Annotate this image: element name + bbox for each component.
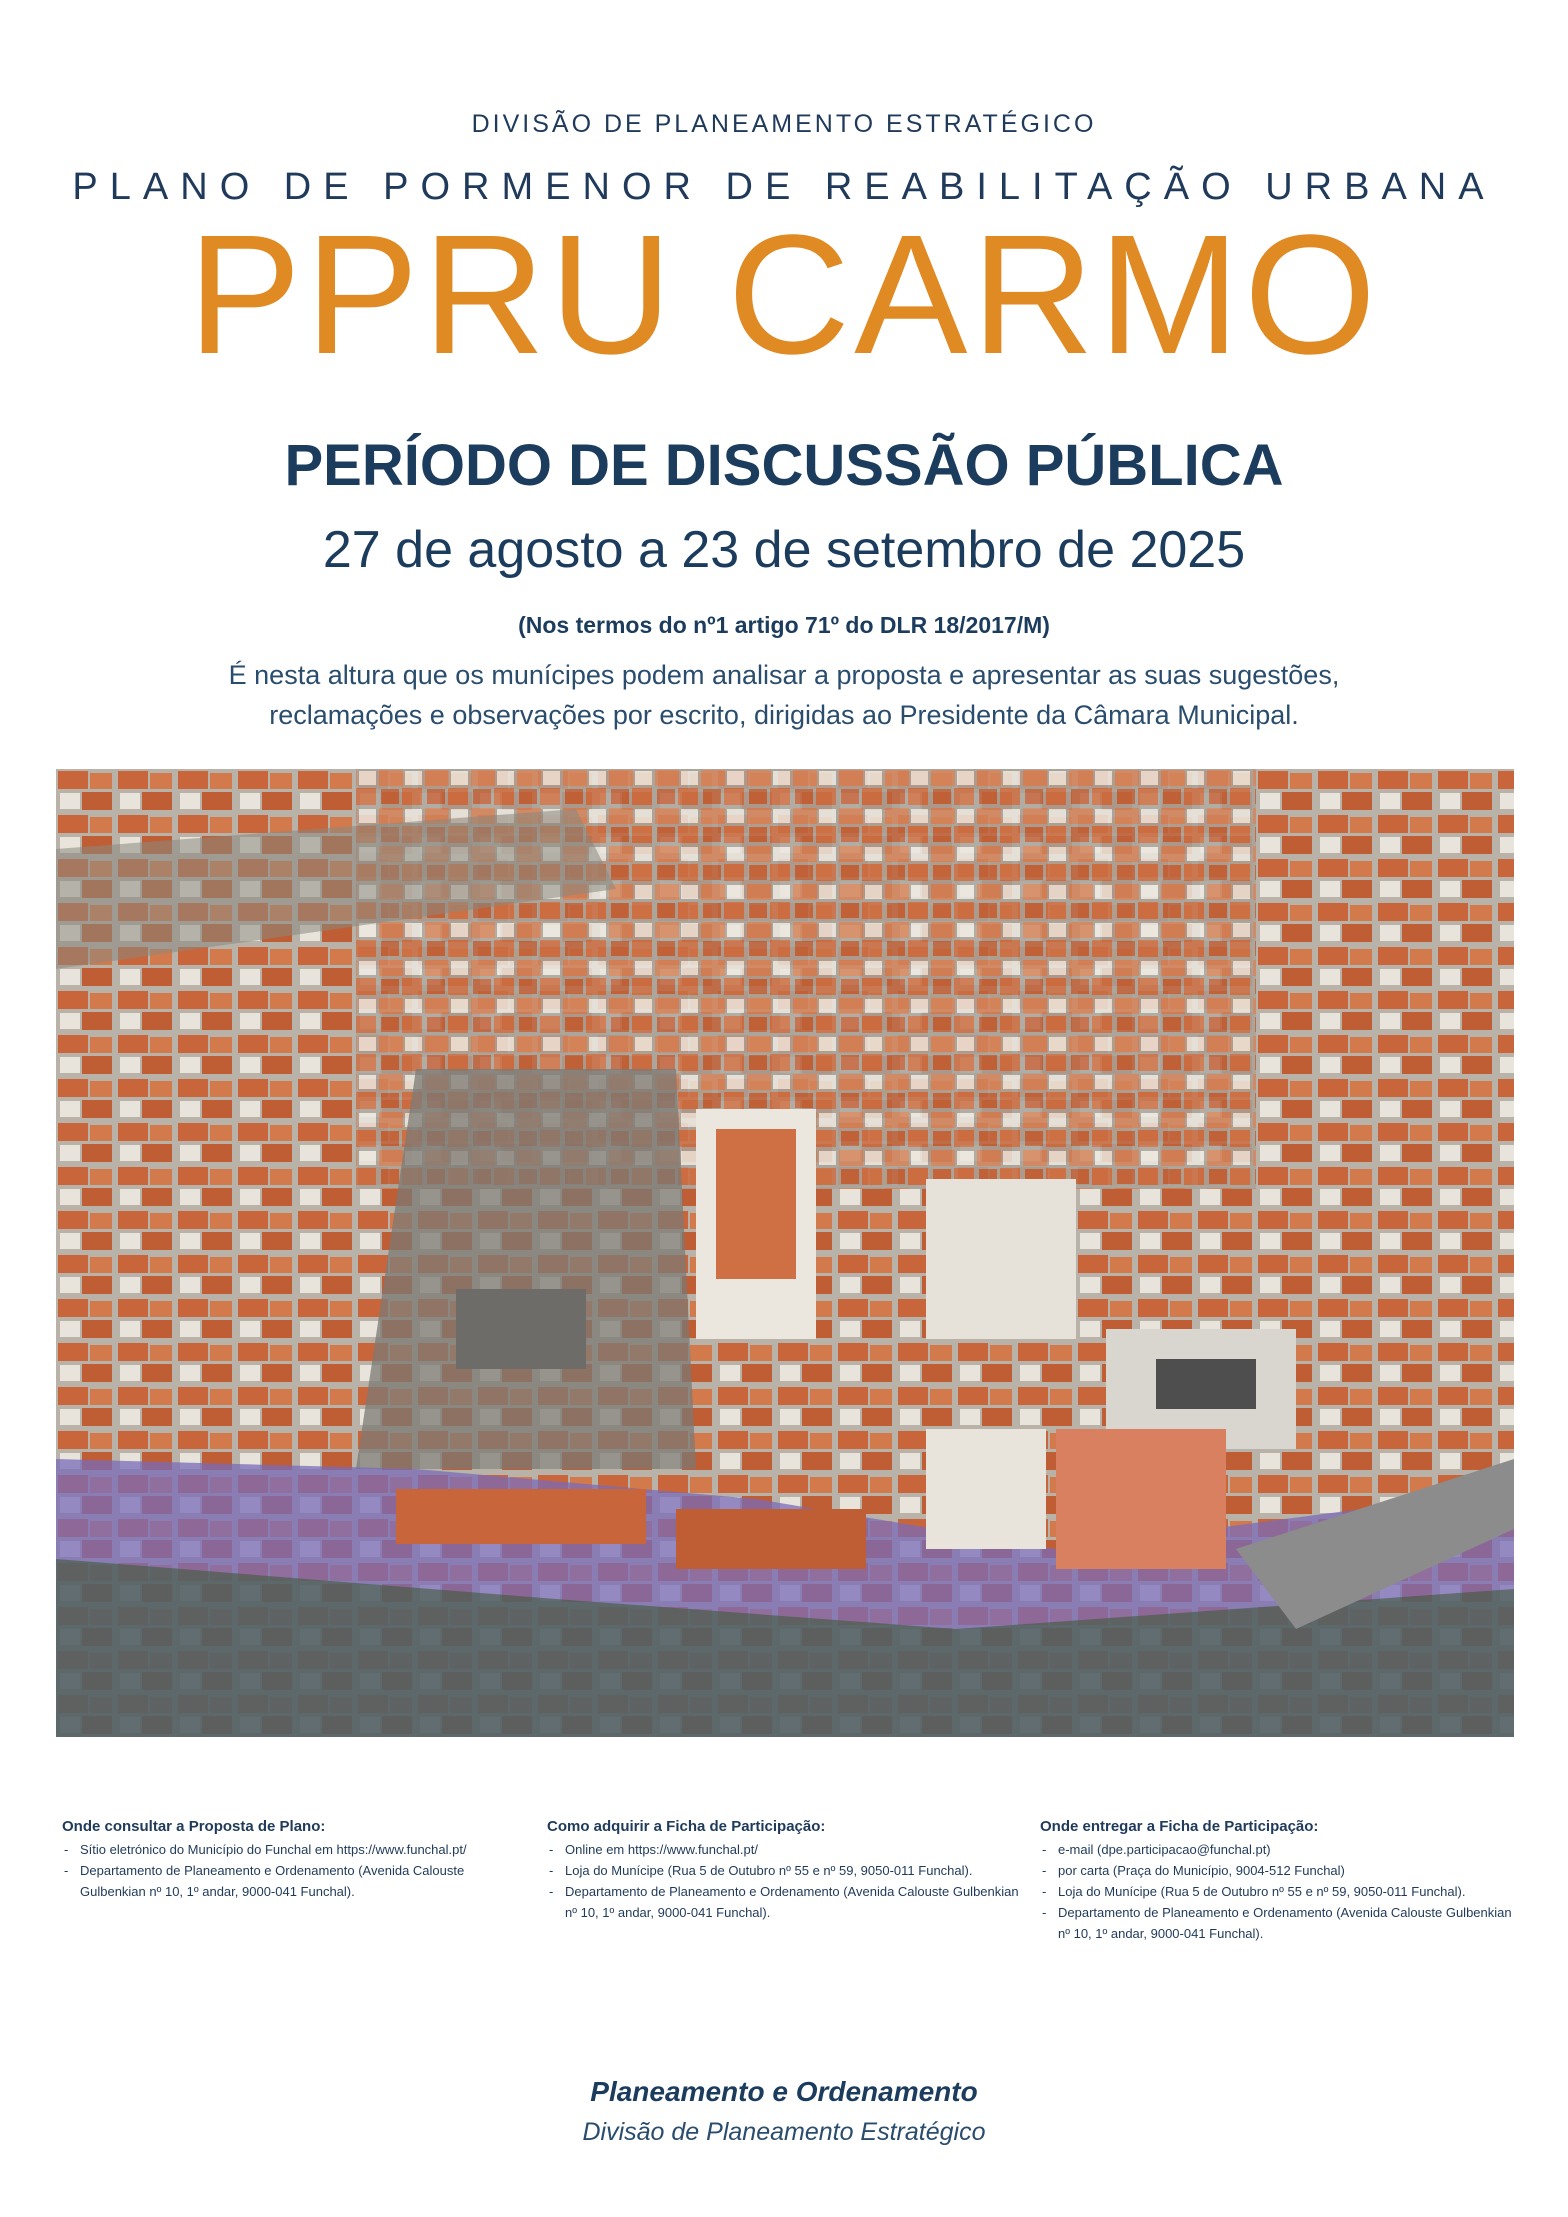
- legal-reference: (Nos termos do nº1 artigo 71º do DLR 18/2017/M): [518, 612, 1050, 638]
- submit-form-column: [1040, 1816, 1520, 1944]
- intro-text: [0, 655, 1568, 735]
- list-item: - Departamento de Planeamento e Ordenamento (Avenida Calouste Gulbenkian nº 10, 1º andar, 9000-041 Funchal).: [62, 1860, 532, 1902]
- column-title: Onde consultar a Proposta de Plano:: [62, 1818, 326, 1835]
- list-item: - e-mail (dpe.participacao@funchal.pt): [1040, 1839, 1520, 1860]
- division-heading: DIVISÃO DE PLANEAMENTO ESTRATÉGICO: [471, 110, 1097, 138]
- column-title: Onde entregar a Ficha de Participação:: [1040, 1818, 1319, 1835]
- footer-department: Planeamento e Ordenamento: [590, 2076, 978, 2107]
- list-item: - por carta (Praça do Município, 9004-512 Funchal): [1040, 1860, 1520, 1881]
- list-item: - Loja do Munícipe (Rua 5 de Outubro nº 55 e nº 59, 9050-011 Funchal).: [547, 1860, 1027, 1881]
- intro-line: É nesta altura que os munícipes podem analisar a proposta e apresentar as suas sugestões,: [228, 660, 1340, 690]
- aerial-city-photo: [56, 769, 1514, 1737]
- list-item: - Sítio eletrónico do Município do Funchal em https://www.funchal.pt/: [62, 1839, 532, 1860]
- discussion-dates: 27 de agosto a 23 de setembro de 2025: [322, 521, 1246, 579]
- list-item: - Online em https://www.funchal.pt/: [547, 1839, 1027, 1860]
- intro-line: reclamações e observações por escrito, dirigidas ao Presidente da Câmara Municipal.: [269, 700, 1299, 730]
- list-item: - Departamento de Planeamento e Ordenamento (Avenida Calouste Gulbenkian nº 10, 1º andar, 9000-041 Funchal).: [1040, 1902, 1520, 1944]
- consult-info-column: [62, 1816, 532, 1902]
- column-title: Como adquirir a Ficha de Participação:: [547, 1818, 826, 1835]
- plan-subtitle: PLANO DE PORMENOR DE REABILITAÇÃO URBANA: [72, 166, 1496, 208]
- list-item: - Departamento de Planeamento e Ordenamento (Avenida Calouste Gulbenkian nº 10, 1º andar, 9000-041 Funchal).: [547, 1881, 1027, 1923]
- list-item: - Loja do Munícipe (Rua 5 de Outubro nº 55 e nº 59, 9050-011 Funchal).: [1040, 1881, 1520, 1902]
- plan-title: PPRU CARMO: [187, 200, 1381, 390]
- footer-division: Divisão de Planeamento Estratégico: [582, 2118, 986, 2146]
- acquire-form-column: [547, 1816, 1027, 1923]
- discussion-period-heading: PERÍODO DE DISCUSSÃO PÚBLICA: [284, 433, 1284, 498]
